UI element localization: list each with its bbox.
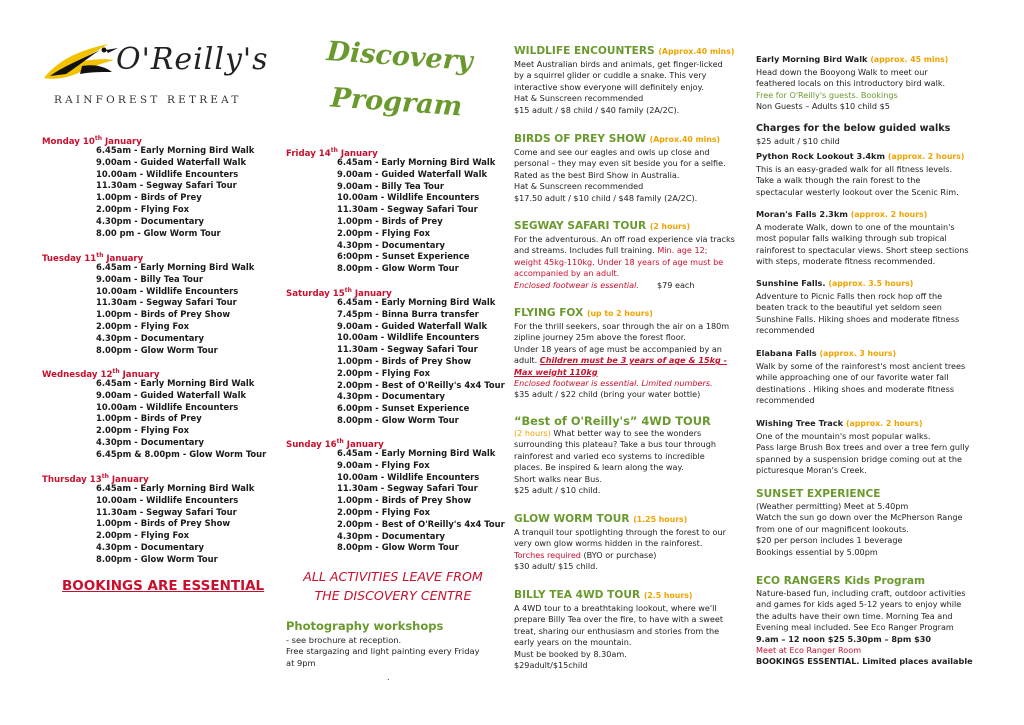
event-line: 6.45am - Early Morning Bird Walk <box>337 297 496 307</box>
event-line: 1.00pm - Birds of Prey Show <box>96 309 231 320</box>
event-line: 8.00pm - Glow Worm Tour <box>337 414 459 425</box>
leave-notice: ALL ACTIVITIES LEAVE FROM THE DISCOVERY CENTRE <box>303 569 483 603</box>
event-line: 2.00pm - Flying Fox <box>337 367 431 378</box>
event-line: 7.45pm - Binna Burra transfer <box>337 308 479 319</box>
event-line: 11.30am - Segway Safari Tour <box>337 204 478 215</box>
event-line: 8.00pm - Glow Worm Tour <box>337 263 459 274</box>
activity-title: BILLY TEA 4WD TOUR (2.5 hours) <box>514 589 693 601</box>
activity-body: This is an easy-graded walk for all fitness levels. Take a walk though the rain forest to the spectacular westerly lookout over the Scenic Rim. <box>756 164 959 197</box>
walk-wishing-tree <box>756 416 996 477</box>
day-tuesday <box>42 250 272 356</box>
photography-text: - see brochure at reception. Free stargazing and light painting every Friday at 9pm <box>286 635 480 668</box>
event-line: 11.30am - Segway Safari Tour <box>337 344 478 355</box>
activity-billy-tea <box>514 588 736 671</box>
activity-body: Walk by some of the rainforest's most ancient trees while approaching one of our favorite water fall destinations . Hiking shoes and moderate fitness recommended <box>756 361 966 406</box>
event-line: 10.00am - Wildlife Encounters <box>337 332 480 343</box>
event-line: 9.00am - Billy Tea Tour <box>96 273 204 284</box>
activity-body: For the thrill seekers, soar through the air on a 180m zipline journey 25m above the forest floor. Under 18 years of age must be accompanied by an adult. Children must be 3 years of age & 15kg - Max weight 110kg Enclosed footwear is essential. Limited numbers. $35 adult / $22 child (bring your water bottle) <box>514 321 730 400</box>
event-line: 10.00am - Wildlife Encounters <box>96 285 239 296</box>
event-line: 11.30am - Segway Safari Tour <box>337 483 478 494</box>
event-line: 9.00am - Guided Waterfall Walk <box>96 389 247 400</box>
charges-title: Charges for the below guided walks <box>756 123 951 134</box>
event-line: 2.00pm - Flying Fox <box>337 506 431 517</box>
event-line: 8.00pm - Glow Worm Tour <box>337 542 459 553</box>
activity-body: Come and see our eagles and owls up close and personal – they may even sit beside you for a selfie. Rated as the best Bird Show in Australia. Hat & Sunscreen recommended $17.50 adult / $10 child / $48 family (2A/2C). <box>514 147 726 203</box>
activity-segway <box>514 219 736 291</box>
activity-title: ECO RANGERS Kids Program <box>756 575 926 587</box>
activity-body: For the adventurous. An off road experience via tracks and streams. Includes full training. Min. age 12; weight 45kg-110kg. Under 18 years of age must be accompanied by an adult. Enclosed footwear is essential. $79 each <box>514 234 735 290</box>
event-line: 4.30pm - Documentary <box>337 239 445 250</box>
photography-heading: Photography workshops <box>286 619 444 633</box>
event-line: 4.30pm - Documentary <box>337 530 445 541</box>
activity-body: A tranquil tour spotlighting through the forest to our very own glow worms hidden in the rainforest. Torches required (BYO or purchase) $30 adult/ $15 child. <box>514 527 726 572</box>
event-line: 6.45am - Early Morning Bird Walk <box>96 145 255 155</box>
event-line: 6.45am - Early Morning Bird Walk <box>96 262 255 272</box>
event-line: 10.00am - Wildlife Encounters <box>96 494 239 505</box>
day-wednesday <box>42 366 272 461</box>
activity-title: Early Morning Bird Walk (approx. 45 mins) <box>756 54 949 64</box>
activity-title: Python Rock Lookout 3.4km (approx. 2 hours) <box>756 151 965 161</box>
day-sunday <box>286 436 516 554</box>
activity-body: (2 hours) What better way to see the wonders surrounding this plateau? Take a bus tour through rainforest and varied eco systems to incredible places. Be inspired & learn along the way. Short walks near Bus. $25 adult / $10 child. <box>514 428 716 496</box>
activity-title: SUNSET EXPERIENCE <box>756 488 881 500</box>
walk-morans-falls <box>756 207 996 268</box>
day-title: Wednesday 12th January <box>42 368 160 380</box>
event-line: 8.00pm - Glow Worm Tour <box>96 553 218 564</box>
event-line: 6.00pm - Sunset Experience <box>337 403 470 414</box>
event-line: 10.00am - Wildlife Encounters <box>337 192 480 203</box>
logo-wordmark: O'Reilly's <box>116 42 269 77</box>
event-line: 1.00pm - Birds of Prey <box>96 413 202 424</box>
day-title: Tuesday 11th January <box>42 252 144 264</box>
activity-flying-fox <box>514 306 736 401</box>
day-title: Friday 14th January <box>286 147 378 159</box>
activity-title: WILDLIFE ENCOUNTERS (Approx.40 mins) <box>514 45 735 57</box>
activity-glow-worm <box>514 512 736 573</box>
event-line: 6.45am - Early Morning Bird Walk <box>96 483 255 493</box>
event-line: 9.00am - Guided Waterfall Walk <box>96 156 247 167</box>
event-line: 10.00am - Wildlife Encounters <box>96 401 239 412</box>
activity-sunset-experience <box>756 487 996 558</box>
event-line: 2.00pm - Flying Fox <box>96 320 190 331</box>
activity-body: Adventure to Picnic Falls then rock hop off the beaten track to the beautiful yet seldom seen Sunshine Falls. Hiking shoes and moderate fitness recommended <box>756 291 960 336</box>
event-line: 2.00pm - Best of O'Reilly's 4x4 Tour <box>337 518 505 529</box>
day-friday <box>286 145 516 275</box>
logo <box>42 36 274 116</box>
activity-title: “Best of O'Reilly's” 4WD TOUR <box>514 414 711 428</box>
event-line: 2.00pm - Flying Fox <box>96 425 190 436</box>
day-monday <box>42 133 272 239</box>
activity-body: Meet Australian birds and animals, get finger-licked by a squirrel glider or cuddle a snake. This very interactive show everyone will definitely enjoy. Hat & Sunscreen recommended $15 adult / $8 child / $40 family (2A/2C). <box>514 59 723 115</box>
walk-elabana-falls <box>756 346 996 407</box>
event-line: 6:00pm - Sunset Experience <box>337 251 470 262</box>
page-title: Discovery Program <box>325 35 474 123</box>
activity-birds-of-prey <box>514 132 736 204</box>
activity-title: FLYING FOX (up to 2 hours) <box>514 307 653 319</box>
bird-logo-icon <box>42 36 122 96</box>
event-line: 1.00pm - Birds of Prey Show <box>96 518 231 529</box>
day-thursday <box>42 471 272 566</box>
stray-dot: . <box>387 673 390 682</box>
logo-subtitle: RAINFOREST RETREAT <box>54 94 242 106</box>
activity-body: A 4WD tour to a breathtaking lookout, where we'll prepare Billy Tea over the fire, to have with a sweet treat, sharing our enthusiasm and stories from the early years on the mountain. Must be booked by 8.30am. $29adult/$15child <box>514 603 724 671</box>
day-title: Saturday 15th January <box>286 287 392 299</box>
activity-early-bird-walk <box>756 52 996 113</box>
activity-body: One of the mountain's most popular walks. Pass large Brush Box trees and over a tree fern gully spanned by a suspension bridge coming out at the picturesque Moran's Creek. <box>756 431 970 476</box>
activity-body: Head down the Booyong Walk to meet our feathered locals on this introductory bird walk. Free for O'Reilly's guests. Bookings Non Guests – Adults $10 child $5 <box>756 67 946 112</box>
event-line: 11.30am - Segway Safari Tour <box>96 297 237 308</box>
day-title: Monday 10th January <box>42 135 142 147</box>
event-line: 8.00 pm - Glow Worm Tour <box>96 227 221 238</box>
activity-body: A moderate Walk, down to one of the mountain's most popular falls walking through sub tropical rainforest to spectacular views. Short steep sections with steps, moderate fitness recommended. <box>756 222 969 267</box>
activity-title: SEGWAY SAFARI TOUR (2 hours) <box>514 220 691 232</box>
charges-line: $25 adult / $10 child <box>756 136 840 146</box>
event-line: 1.00pm - Birds of Prey Show <box>337 355 472 366</box>
activity-body: (Weather permitting) Meet at 5.40pm Watch the sun go down over the McPherson Range from one of our magnificent lookouts. $20 per person includes 1 beverage Bookings essential by 5.00pm <box>756 501 963 557</box>
event-line: 6.45am - Early Morning Bird Walk <box>337 448 496 458</box>
day-saturday <box>286 285 516 427</box>
event-line: 4.30pm - Documentary <box>96 215 204 226</box>
event-line: 2.00pm - Flying Fox <box>96 203 190 214</box>
event-line: 9.00am - Guided Waterfall Walk <box>337 320 488 331</box>
walk-sunshine-falls <box>756 276 996 337</box>
day-title: Thursday 13th January <box>42 473 149 485</box>
activity-title: Moran's Falls 2.3km (approx. 2 hours) <box>756 209 928 219</box>
activity-wildlife <box>514 44 736 116</box>
activity-best-of-oreillys <box>514 414 736 496</box>
event-line: 4.30pm - Documentary <box>96 332 204 343</box>
event-line: 10.00am - Wildlife Encounters <box>337 471 480 482</box>
activity-eco-rangers <box>756 574 996 668</box>
activity-title: GLOW WORM TOUR (1.25 hours) <box>514 513 688 525</box>
event-line: 6.45pm & 8.00pm - Glow Worm Tour <box>96 448 267 459</box>
activity-title: Elabana Falls (approx. 3 hours) <box>756 348 897 358</box>
event-line: 4.30pm - Documentary <box>96 541 204 552</box>
event-line: 1.00pm - Birds of Prey <box>96 192 202 203</box>
event-line: 10.00am - Wildlife Encounters <box>96 168 239 179</box>
bookings-essential: BOOKINGS ARE ESSENTIAL <box>62 578 265 594</box>
activity-body: Nature-based fun, including craft, outdoor activities and games for kids aged 5-12 years to enjoy while the adults have their own time. Morning Tea and Evening meal included. See Eco Ranger Program 9.am – 12 noon $25 5.30pm – 8pm $30 Meet at Eco Ranger Room BOOKINGS ESSENTIAL. Limited places available <box>756 588 973 667</box>
event-line: 11.30am - Segway Safari Tour <box>96 180 237 191</box>
event-line: 9.00am - Guided Waterfall Walk <box>337 168 488 179</box>
activity-title: Sunshine Falls. (approx. 3.5 hours) <box>756 278 914 288</box>
activity-title: BIRDS OF PREY SHOW (Aprox.40 mins) <box>514 133 721 145</box>
event-line: 8.00pm - Glow Worm Tour <box>96 344 218 355</box>
event-line: 11.30am - Segway Safari Tour <box>96 506 237 517</box>
event-line: 4.30pm - Documentary <box>96 436 204 447</box>
event-line: 2.00pm - Flying Fox <box>337 227 431 238</box>
event-line: 1.00pm - Birds of Prey Show <box>337 495 472 506</box>
event-line: 9.00am - Billy Tea Tour <box>337 180 445 191</box>
event-line: 9.00am - Flying Fox <box>337 459 430 470</box>
event-line: 1.00pm - Birds of Prey <box>337 215 443 226</box>
walk-python-rock <box>756 149 996 198</box>
event-line: 2.00pm - Best of O'Reilly's 4x4 Tour <box>337 379 505 390</box>
activity-title: Wishing Tree Track (approx. 2 hours) <box>756 418 923 428</box>
day-title: Sunday 16th January <box>286 438 384 450</box>
event-line: 6.45am - Early Morning Bird Walk <box>96 378 255 388</box>
event-line: 6.45am - Early Morning Bird Walk <box>337 157 496 167</box>
event-line: 4.30pm - Documentary <box>337 391 445 402</box>
guided-walk-charges <box>756 122 996 147</box>
event-line: 2.00pm - Flying Fox <box>96 530 190 541</box>
